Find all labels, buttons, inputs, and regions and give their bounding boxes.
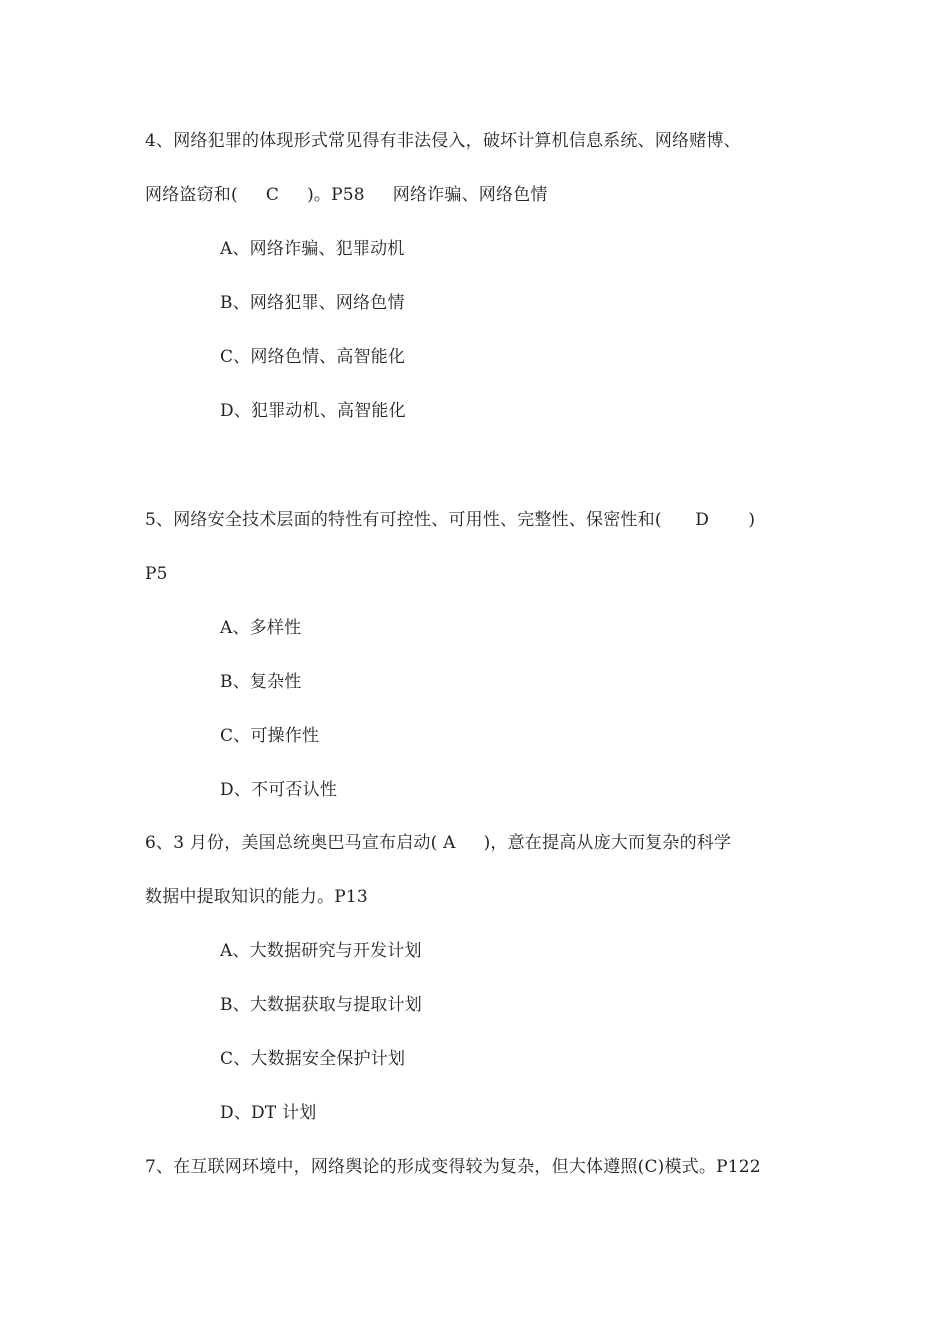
question-5-line-2: P5 (145, 564, 168, 584)
question-5-option-b: B、复杂性 (220, 672, 302, 692)
question-6-option-a: A、大数据研究与开发计划 (220, 941, 422, 961)
question-6-line-2: 数据中提取知识的能力。P13 (145, 887, 368, 907)
question-6-option-d: D、DT 计划 (220, 1103, 317, 1123)
question-7-line-1: 7、在互联网环境中，网络舆论的形成变得较为复杂，但大体遵照(C)模式。P122 (145, 1157, 761, 1177)
question-6-option-b: B、大数据获取与提取计划 (220, 995, 422, 1015)
question-5-option-a: A、多样性 (220, 618, 302, 638)
question-4-option-c: C、网络色情、高智能化 (220, 347, 406, 367)
question-5-line-1: 5、网络安全技术层面的特性有可控性、可用性、完整性、保密性和( D ) (145, 510, 756, 530)
question-4-option-d: D、犯罪动机、高智能化 (220, 401, 406, 421)
question-4-line-1: 4、网络犯罪的体现形式常见得有非法侵入，破坏计算机信息系统、网络赌博、 (145, 131, 741, 151)
question-5-option-d: D、不可否认性 (220, 780, 338, 800)
question-4-line-2: 网络盗窃和( C )。P58 网络诈骗、网络色情 (145, 185, 548, 205)
question-4-option-b: B、网络犯罪、网络色情 (220, 293, 405, 313)
question-6-line-1: 6、3 月份，美国总统奥巴马宣布启动( A )，意在提高从庞大而复杂的科学 (145, 833, 732, 853)
question-5-option-c: C、可操作性 (220, 726, 320, 746)
question-4-option-a: A、网络诈骗、犯罪动机 (220, 239, 405, 259)
question-6-option-c: C、大数据安全保护计划 (220, 1049, 406, 1069)
